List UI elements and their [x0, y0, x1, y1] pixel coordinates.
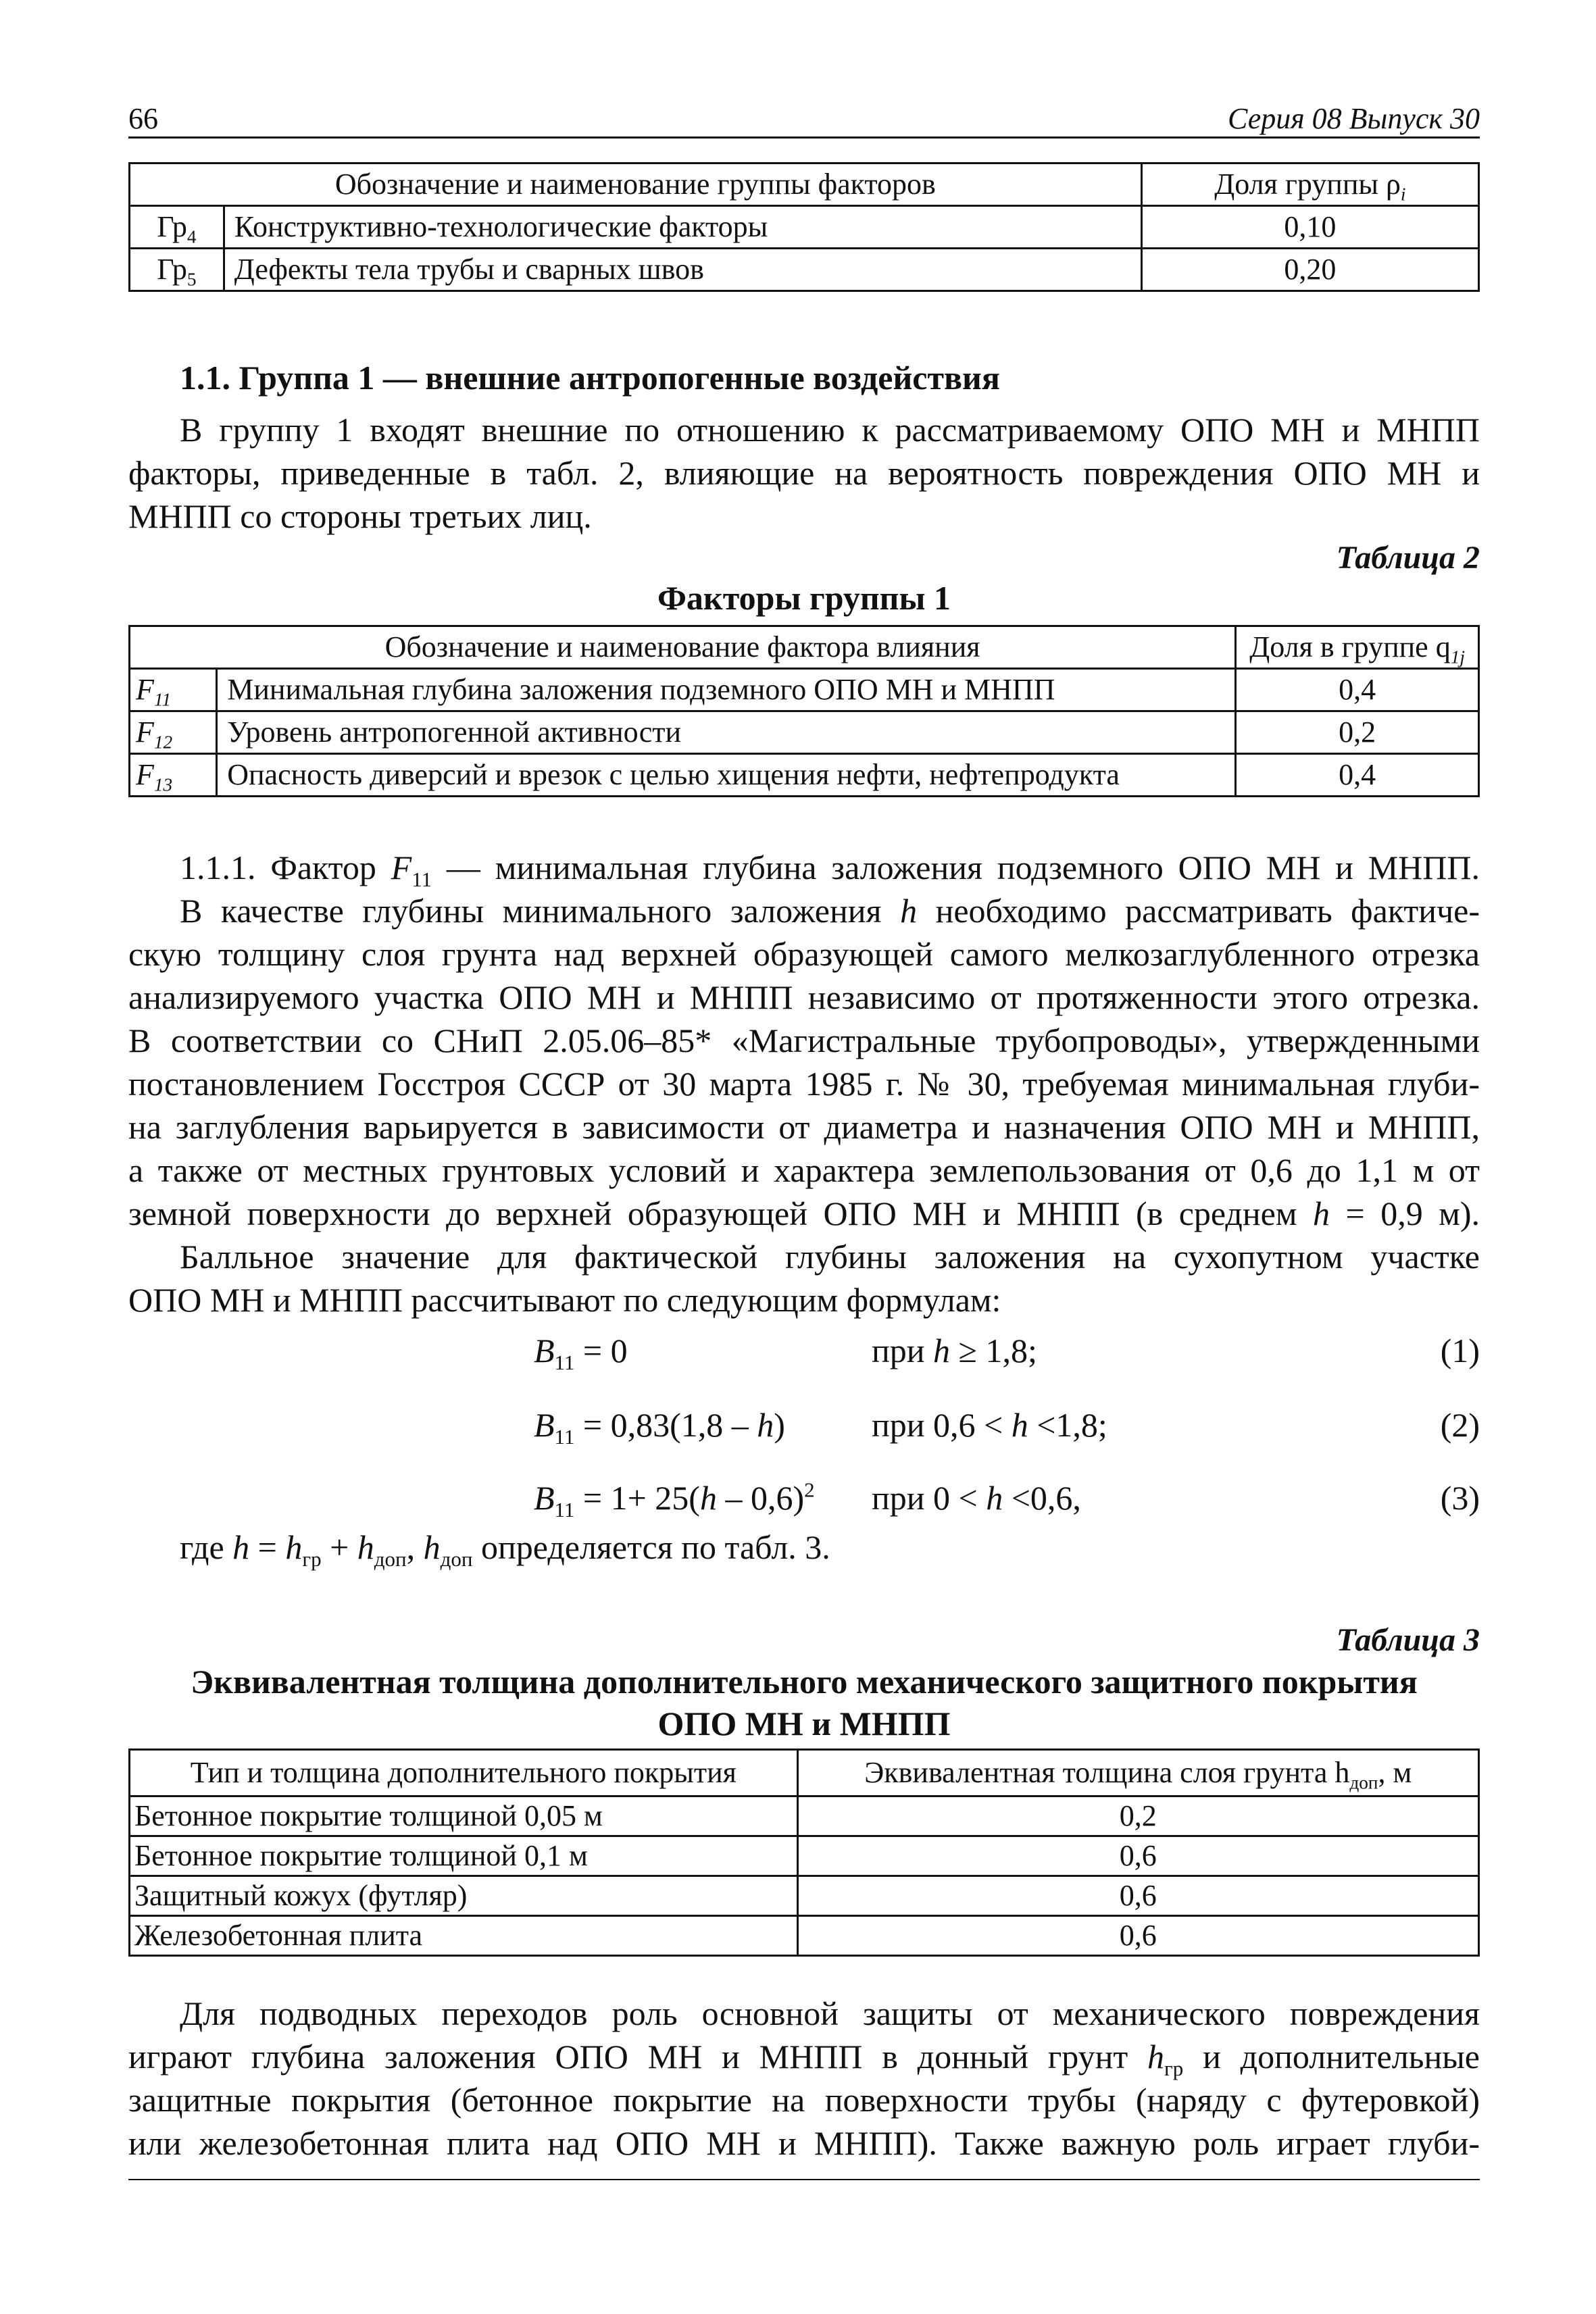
table-header-row	[130, 164, 1479, 206]
header-cell-share: Доля в группе $q_{1j}$	[1236, 626, 1479, 669]
row-name: Бетонное покрытие толщиной 0,05 м	[130, 1796, 798, 1836]
table3-title-line2: ОПО МН и МНПП	[657, 1705, 951, 1742]
group1-factors-table	[128, 625, 1480, 797]
table-row	[130, 249, 1479, 291]
footer-rule	[128, 2179, 1480, 2180]
formula-1: $B_{11} = 0$ при h ≥ 1,8; (1)	[534, 1332, 1480, 1374]
table3-title-line1: Эквивалентная толщина дополнительного механического защитного покрытия	[191, 1663, 1418, 1701]
row-name: Железобетонная плита	[130, 1916, 798, 1956]
formula-3: $B_{11} = 1+ 25(h - 0,6)^2$ при 0 < h <0,6, (3)	[534, 1478, 1480, 1521]
row-value: 0,6	[797, 1876, 1478, 1916]
table-row	[130, 206, 1479, 249]
page-header	[128, 101, 1480, 139]
row-value: 0,2	[1236, 711, 1479, 754]
paragraph-factor-f11: 1.1.1. Фактор $F_{11}$ — минимальная глубина заложения подземного ОПО МН и МНПП. В качестве глубины минимального заложения h необходимо рассматривать фактиче- скую толщину слоя грунта над верхней образующей самого мелкозаглубленного отрезка анализируемого участка ОПО МН и МНПП независимо от протяженности этого отрезка. В соответствии со СНиП 2.05.06–85* «Магистральные трубопроводы», утвержденными постановлением Госстроя СССР от 30 марта 1985 г. № 30, требуемая минимальная глуби- на заглубления варьируется в зависимости от диаметра и назначения ОПО МН и МНПП, а также от местных грунтовых условий и характера землепользования от 0,6 до 1,1 м от земной поверхности до верхней образующей ОПО МН и МНПП (в среднем h = 0,9 м). Балльное значение для фактической глубины заложения на сухопутном участке ОПО МН и МНПП рассчитывают по следующим формулам:	[128, 849, 1480, 1319]
row-symbol: $F_{12}$	[130, 711, 217, 754]
row-value: 0,20	[1141, 249, 1478, 291]
header-cell-value: Эквивалентная толщина слоя грунта $h_{доп}$, м	[797, 1750, 1478, 1796]
header-cell-type: Тип и толщина дополнительного покрытия	[130, 1750, 798, 1796]
table-row	[130, 669, 1479, 711]
paragraph-group-1: В группу 1 входят внешние по отношению к рассматриваемому ОПО МН и МНПП факторы, приведенные в табл. 2, влияющие на вероятность повреждения ОПО МН и МНПП со стороны третьих лиц.	[128, 411, 1480, 535]
table-header-row	[130, 626, 1479, 669]
factor-groups-table	[128, 162, 1480, 292]
row-value: 0,6	[797, 1836, 1478, 1876]
series-label: Серия 08 Выпуск 30	[1228, 102, 1480, 135]
row-name: Дефекты тела трубы и сварных швов	[224, 249, 1141, 291]
row-value: 0,4	[1236, 669, 1479, 711]
row-symbol: $Гр_4$	[130, 206, 224, 249]
row-name: Бетонное покрытие толщиной 0,1 м	[130, 1836, 798, 1876]
row-value: 0,6	[797, 1916, 1478, 1956]
row-name: Уровень антропогенной активности	[217, 711, 1236, 754]
formula-2: $B_{11} = 0,83(1,8 - h)$ при 0,6 < h <1,8; (2)	[534, 1406, 1480, 1449]
row-name: Конструктивно-технологические факторы	[224, 206, 1141, 249]
section-heading-1-1: 1.1. Группа 1 — внешние антропогенные воздействия	[180, 359, 1000, 397]
row-symbol: $F_{11}$	[130, 669, 217, 711]
row-symbol: $Гр_5$	[130, 249, 224, 291]
row-name: Минимальная глубина заложения подземного ОПО МН и МНПП	[217, 669, 1236, 711]
page-number: 66	[128, 102, 158, 135]
row-value: 0,10	[1141, 206, 1478, 249]
where-clause: где $h = h_{гр} + h_{доп}$, $h_{доп}$ определяется по табл. 3.	[180, 1528, 830, 1571]
header-cell-share: Доля группы $\rho_i$	[1141, 164, 1478, 206]
table-row	[130, 754, 1479, 797]
header-cell-name: Обозначение и наименование фактора влияния	[130, 626, 1236, 669]
row-symbol: $F_{13}$	[130, 754, 217, 797]
row-name: Опасность диверсий и врезок с целью хищения нефти, нефтепродукта	[217, 754, 1236, 797]
table-header-row	[130, 1750, 1479, 1796]
table-row	[130, 1836, 1479, 1876]
protective-coating-table	[128, 1749, 1480, 1957]
table3-caption: Таблица 3	[1336, 1622, 1480, 1658]
table-row	[130, 1876, 1479, 1916]
table-row	[130, 1796, 1479, 1836]
table-row	[130, 711, 1479, 754]
table-row	[130, 1916, 1479, 1956]
paragraph-underwater-crossings: Для подводных переходов роль основной защиты от механического повреждения играют глубина заложения ОПО МН и МНПП в донный грунт $h_{гр}$ и дополнительные защитные покрытия (бетонное покрытие на поверхности трубы (наряду с футеровкой) или железобетонная плита над ОПО МН и МНПП). Также важную роль играет глуби-	[128, 1994, 1480, 2162]
row-value: 0,4	[1236, 754, 1479, 797]
row-value: 0,2	[797, 1796, 1478, 1836]
row-name: Защитный кожух (футляр)	[130, 1876, 798, 1916]
header-cell-name: Обозначение и наименование группы факторов	[130, 164, 1142, 206]
table2-title: Факторы группы 1	[657, 579, 951, 617]
table2-caption: Таблица 2	[1336, 540, 1480, 576]
